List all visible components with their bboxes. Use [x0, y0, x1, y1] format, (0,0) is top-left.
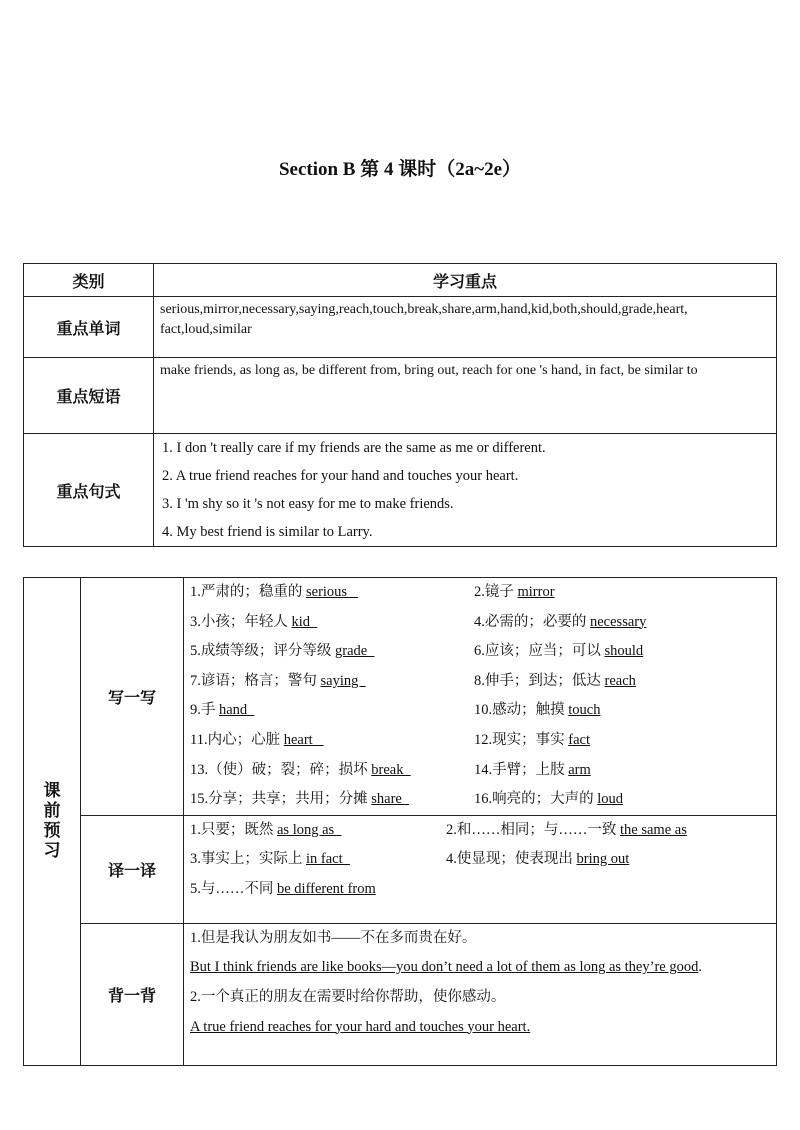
vocab-item [474, 578, 770, 608]
vocab-item [474, 756, 770, 786]
recite-row [24, 923, 777, 1065]
vocab-prompt: 12.现实；事实 [474, 731, 569, 748]
vocab-prompt: 3.小孩；年轻人 [190, 613, 292, 630]
vocab-prompt: 14.手臂；上肢 [474, 761, 569, 778]
vocab-prompt: 1.只要；既然 [190, 821, 277, 838]
vocab-item [446, 845, 770, 875]
category-phrases: 重点短语 [24, 358, 154, 434]
vocab-answer: saying [320, 672, 366, 689]
translate-grid [190, 816, 770, 905]
translate-row [24, 815, 777, 923]
recite-line: A true friend reaches for your hard and touches your heart. [190, 1018, 531, 1035]
vocab-item [190, 785, 474, 815]
vocab-prompt: 15.分享；共享；共用；分摊 [190, 791, 372, 808]
sentence-item: 4. My best friend is similar to Larry. [162, 524, 373, 540]
vocab-item [190, 845, 446, 875]
vocab-item [190, 608, 474, 638]
recite-label: 背一背 [81, 923, 184, 1065]
sentence-item: 2. A true friend reaches for your hand and touches your heart. [162, 468, 519, 484]
vocab-prompt: 13.（使）破；裂；碎；损坏 [190, 761, 372, 778]
category-words: 重点单词 [24, 297, 154, 358]
vocab-answer: be different from [277, 880, 376, 897]
sentence-item: 3. I 'm shy so it 's not easy for me to make friends. [162, 496, 454, 512]
vocab-answer: mirror [517, 584, 555, 600]
vocab-answer: loud [597, 791, 624, 808]
vocab-answer: the same as [620, 821, 687, 838]
vocab-answer: in fact [306, 851, 350, 868]
vocab-prompt: 8.伸手；到达；低达 [474, 672, 605, 689]
header-focus: 学习重点 [154, 264, 777, 297]
vocab-answer: grade [335, 643, 375, 660]
recite-line: But I think friends are like books—you don’t need a lot of them as long as they’re good. [190, 959, 702, 976]
vocab-answer: necessary [590, 613, 647, 630]
vocab-item [474, 726, 770, 756]
translate-label: 译一译 [81, 815, 184, 923]
write-label: 写一写 [81, 578, 184, 816]
vocab-answer: share [371, 791, 410, 808]
vocab-item [190, 756, 474, 786]
vocab-answer: hand [219, 702, 255, 719]
vocab-item [474, 785, 770, 815]
key-words: serious,mirror,necessary,saying,reach,touch,break,share,arm,hand,kid,both,should,grade,heart, fact,loud,similar [154, 297, 777, 358]
recite-line: 1.但是我认为朋友如书——不在多而贵在好。 [190, 929, 477, 946]
vocab-prompt: 5.与……不同 [190, 880, 277, 897]
vocab-answer: bring out [576, 851, 630, 868]
page-title: Section B 第 4 课时（2a~2e） [278, 159, 522, 180]
vocab-prompt: 1.严肃的；稳重的 [190, 584, 306, 600]
vocab-item [474, 637, 770, 667]
focus-table-header-row [24, 264, 777, 297]
vocab-prompt: 5.成绩等级；评分等级 [190, 643, 335, 660]
header-category: 类别 [24, 264, 154, 297]
vocab-item [190, 696, 474, 726]
recite-content [184, 923, 777, 1065]
section-label: 课前预习 [24, 578, 81, 1066]
vocab-prompt: 7.谚语；格言；警句 [190, 672, 321, 689]
vocab-answer: heart [283, 731, 324, 748]
sentence-item: 1. I don 't really care if my friends are the same as me or different. [162, 440, 546, 456]
vocab-prompt: 2.镜子 [474, 584, 518, 600]
vocab-item [190, 637, 474, 667]
vocab-prompt: 11.内心；心脏 [190, 731, 284, 748]
recite-line: 2.一个真正的朋友在需要时给你帮助，使你感动。 [190, 988, 506, 1005]
vocab-item [474, 667, 770, 697]
vocab-prompt: 6.应该；应当；可以 [474, 643, 605, 660]
vocab-prompt: 16.响亮的；大声的 [474, 791, 598, 808]
vocab-item [474, 608, 770, 638]
key-phrases: make friends, as long as, be different from, bring out, reach for one 's hand, in fact, be similar to [154, 358, 777, 434]
focus-row-sentences [24, 434, 777, 547]
vocab-answer: reach [604, 672, 636, 689]
vocab-answer: serious [306, 584, 358, 600]
vocab-answer: kid [291, 613, 318, 630]
write-grid [190, 578, 770, 815]
vocab-prompt: 4.必需的；必要的 [474, 613, 590, 630]
vocab-item [190, 667, 474, 697]
focus-row-words [24, 297, 777, 358]
vocab-item [446, 816, 770, 846]
vocab-item [190, 578, 474, 608]
vocab-answer: as long as [277, 821, 342, 838]
category-sentences: 重点句式 [24, 434, 154, 547]
vocab-item [190, 726, 474, 756]
vocab-item [190, 816, 446, 846]
vocab-answer: break [371, 761, 411, 778]
vocab-answer: touch [568, 702, 601, 719]
focus-table [23, 263, 777, 547]
vocab-answer: fact [568, 731, 590, 748]
translate-content [184, 815, 777, 923]
vocab-prompt: 3.事实上；实际上 [190, 851, 306, 868]
vocab-prompt: 2.和……相同；与……一致 [446, 821, 620, 838]
vocab-prompt: 10.感动；触摸 [474, 702, 569, 719]
vocab-answer: arm [568, 761, 591, 778]
write-row [24, 578, 777, 816]
vocab-answer: should [604, 643, 644, 660]
vocab-prompt: 9.手 [190, 702, 219, 719]
vocab-prompt: 4.使显现；使表现出 [446, 851, 577, 868]
vocab-item [190, 875, 446, 905]
key-sentences [154, 434, 777, 547]
write-content [184, 578, 777, 816]
focus-row-phrases [24, 358, 777, 434]
preview-table [23, 577, 777, 1066]
vocab-item [474, 696, 770, 726]
